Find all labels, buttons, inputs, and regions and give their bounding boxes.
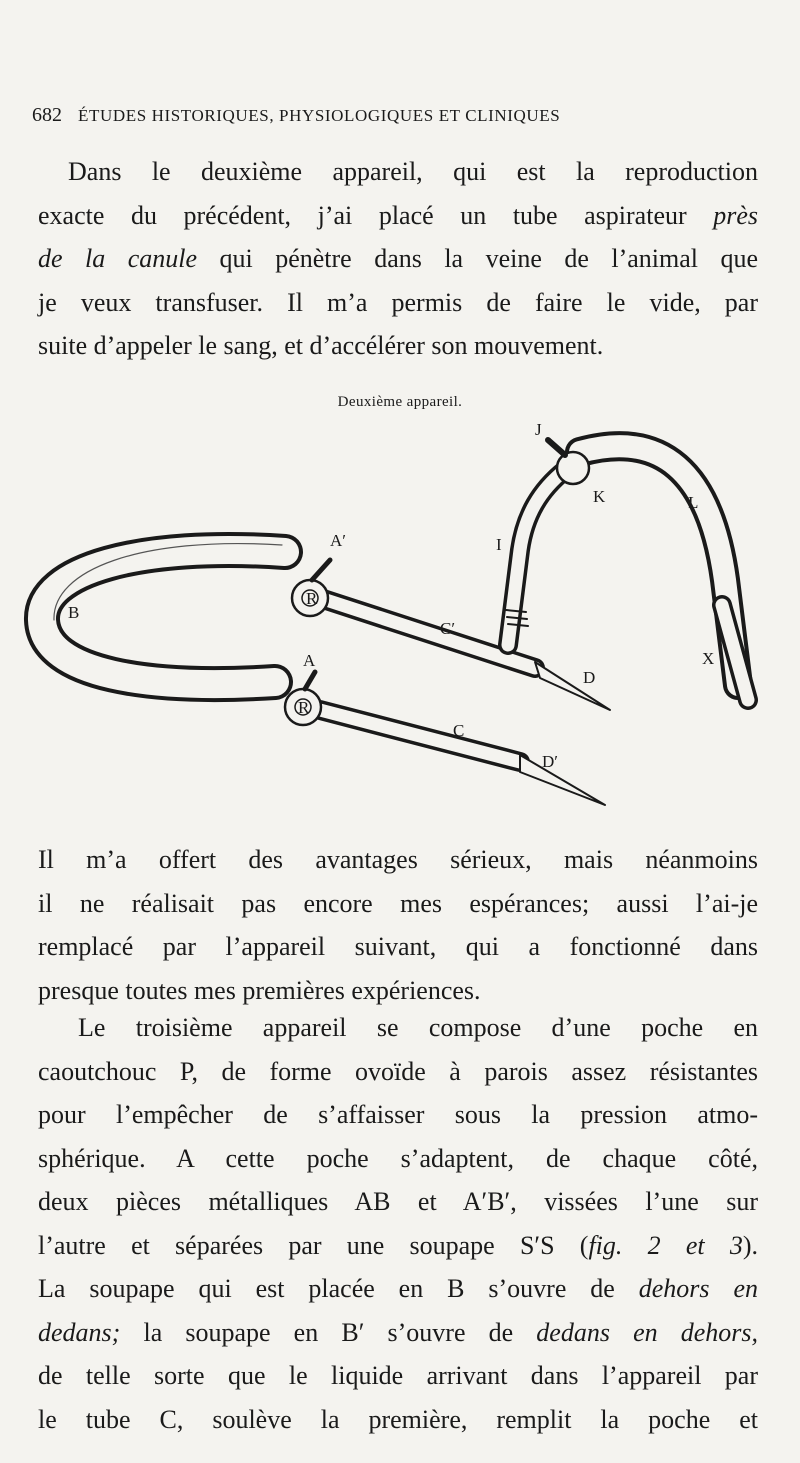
p3-line: le tube C, soulève la première, remplit la poche et [38,1404,758,1434]
p3-line: sphérique. A cette poche s’adaptent, de chaque côté, [38,1143,758,1173]
p3-line: Le troisième appareil se compose d’une poche en [78,1013,758,1042]
joint-k [557,452,589,484]
label-d-prime: D′ [542,752,558,771]
paragraph-2 [38,838,758,1012]
p2-line: Il m’a offert des avantages sérieux, mais néanmoins [38,845,758,874]
label-a-prime: A′ [330,531,346,550]
label-i: I [496,535,502,554]
p1-line: Dans le deuxième appareil, qui est la reproduction [68,157,758,186]
p1-line: je veux transfuser. Il m’a permis de faire le vide, par [38,287,758,317]
label-r-lower: R [298,698,310,717]
p3-line: caoutchouc P, de forme ovoïde à parois assez résistantes [38,1056,758,1086]
p1-line: exacte du précédent, j’ai placé un tube aspirateur près [38,200,759,230]
p2-line: il ne réalisait pas encore mes espérances; aussi l’ai-je [38,888,758,918]
p1-line: suite d’appeler le sang, et d’accélérer son mouvement. [38,331,604,360]
running-head-title: ÉTUDES HISTORIQUES, PHYSIOLOGIQUES ET CLINIQUES [78,106,561,125]
p3-line: l’autre et séparées par une soupape S′S (fig. 2 et 3). [38,1230,758,1260]
label-b: B [68,603,80,622]
label-a: A [303,651,316,670]
p3-line: dedans; la soupape en B′ s’ouvre de dedans en dehors, [38,1317,759,1347]
label-j: J [535,420,542,439]
label-x: X [702,649,715,668]
apparatus-figure [20,410,780,830]
figure-caption: Deuxième appareil. [337,394,463,410]
p3-line: pour l’empêcher de s’affaisser sous la pression atmo- [38,1100,758,1129]
label-r-upper: R [306,589,318,608]
p1-line: de la canule qui pénètre dans la veine de l’animal que [38,244,759,273]
p2-line: presque toutes mes premières expériences. [38,975,481,1005]
running-head [32,104,762,127]
p3-line: deux pièces métalliques AB et A′B′, vissées l’une sur [38,1187,758,1216]
p3-line: de telle sorte que le liquide arrivant dans l’appareil par [38,1361,758,1390]
p2-line: remplacé par l’appareil suivant, qui a fonctionné dans [38,932,758,961]
label-c-prime: C′ [440,619,456,638]
label-l: L [688,493,699,512]
needle-d [535,662,610,710]
apparatus-drawing [20,410,780,830]
label-k: K [593,487,606,506]
paragraph-3 [38,1006,758,1441]
label-c: C [453,721,465,740]
needle-d-prime [520,755,605,805]
page-number: 682 [32,104,62,126]
label-d: D [583,668,596,687]
paragraph-1 [38,150,758,368]
p3-line: La soupape qui est placée en B s’ouvre de dehors en [38,1274,758,1303]
